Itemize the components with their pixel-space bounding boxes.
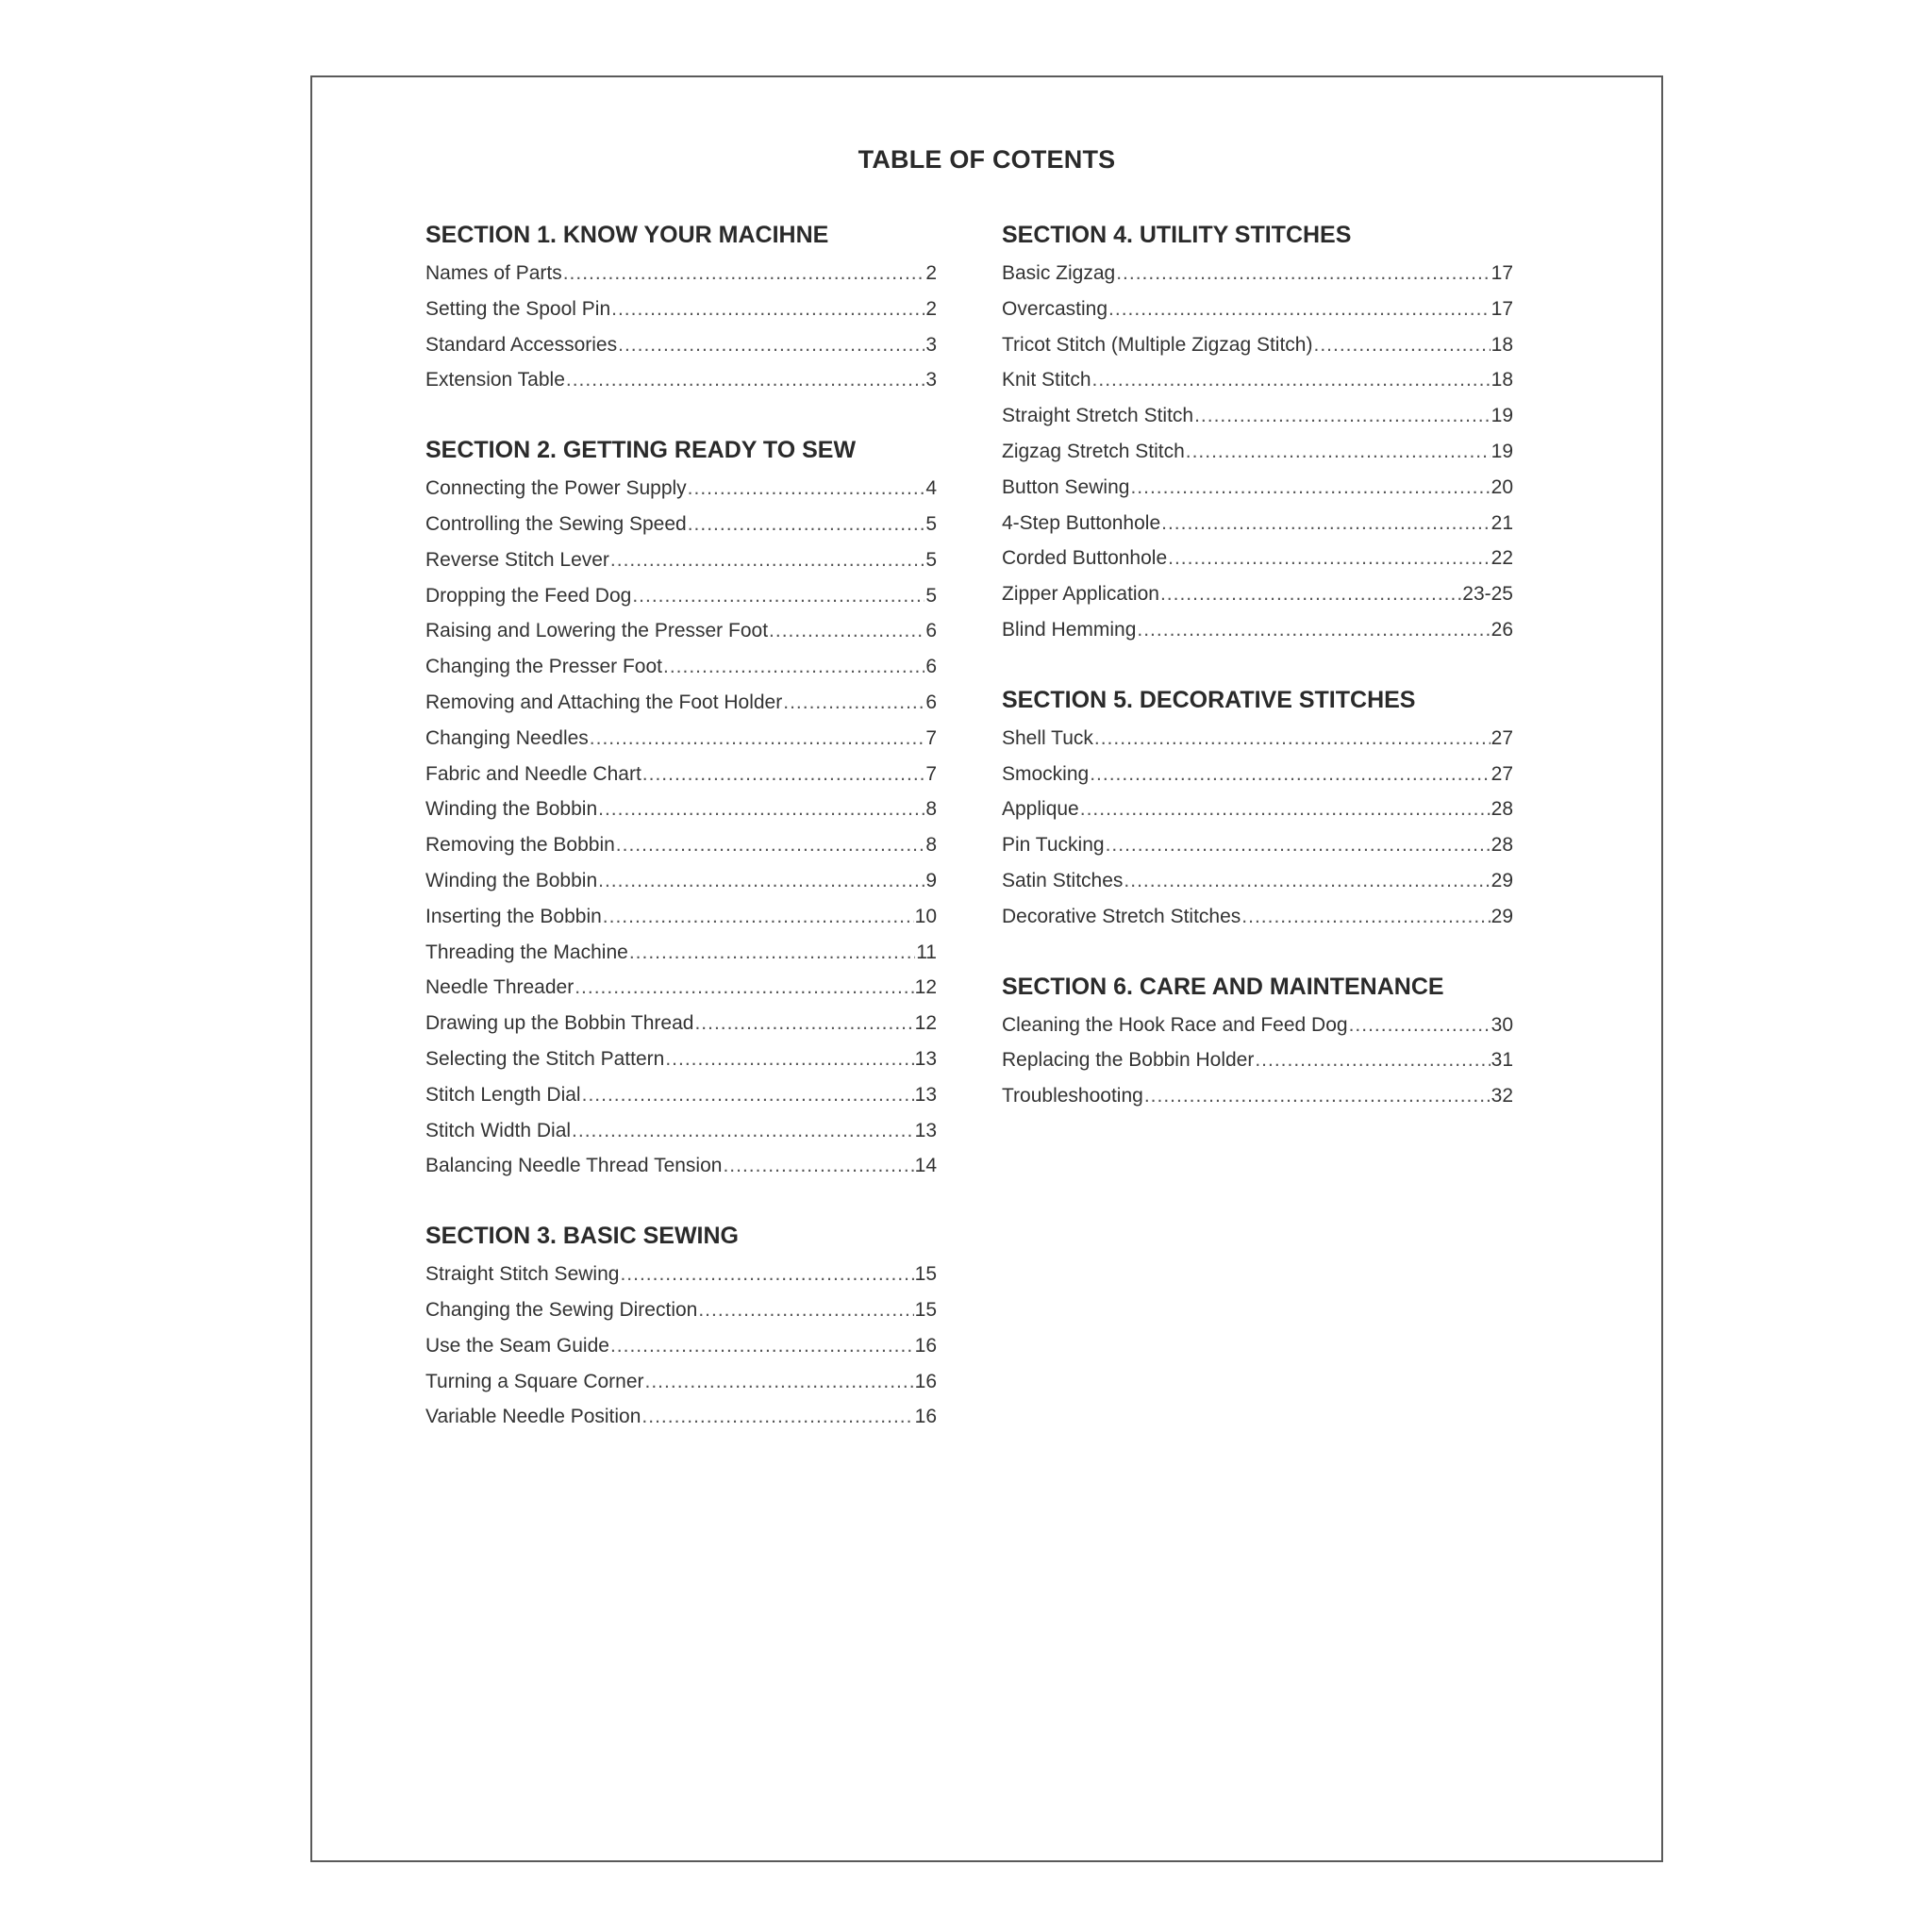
toc-entry[interactable] — [425, 362, 937, 398]
entry-page-number: 7 — [925, 762, 937, 785]
entry-page-number: 6 — [925, 656, 937, 678]
entry-page-number: 19 — [1491, 440, 1513, 462]
entry-label: Blind Hemming — [1002, 618, 1137, 641]
dot-leader — [1313, 327, 1490, 363]
dot-leader — [610, 1328, 914, 1364]
toc-entry[interactable] — [425, 1399, 937, 1435]
dot-leader — [1241, 899, 1490, 935]
entry-label: Zipper Application — [1002, 583, 1159, 606]
toc-left-column — [425, 217, 937, 1469]
entry-label: Smocking — [1002, 762, 1090, 785]
toc-entry[interactable] — [425, 863, 937, 899]
entry-label: 4-Step Buttonhole — [1002, 511, 1161, 534]
entry-label: Changing the Sewing Direction — [425, 1298, 698, 1321]
toc-entry[interactable] — [1002, 362, 1513, 398]
dot-leader — [1130, 470, 1490, 506]
dot-leader — [620, 1257, 913, 1292]
toc-entry[interactable] — [425, 827, 937, 863]
entry-label: Overcasting — [1002, 297, 1108, 320]
toc-entry[interactable] — [425, 256, 937, 291]
entry-page-number: 11 — [916, 941, 937, 963]
entry-label: Use the Seam Guide — [425, 1334, 609, 1357]
entry-page-number: 9 — [925, 869, 937, 891]
dot-leader — [1255, 1042, 1490, 1078]
dot-leader — [566, 362, 924, 398]
entry-page-number: 12 — [914, 1012, 937, 1035]
toc-section — [1002, 969, 1513, 1114]
entry-label: Troubleshooting — [1002, 1085, 1143, 1108]
entry-label: Changing Needles — [425, 726, 589, 749]
entry-label: Names of Parts — [425, 262, 562, 284]
section-heading: SECTION 3. BASIC SEWING — [425, 1223, 739, 1250]
entry-page-number: 15 — [914, 1263, 937, 1286]
toc-entry[interactable] — [425, 935, 937, 971]
toc-entry[interactable] — [1002, 1078, 1513, 1114]
entry-label: Tricot Stitch (Multiple Zigzag Stitch) — [1002, 333, 1313, 356]
toc-entry[interactable] — [1002, 721, 1513, 757]
section-heading: SECTION 4. UTILITY STITCHES — [1002, 222, 1352, 248]
toc-entry[interactable] — [425, 649, 937, 685]
entry-label: Raising and Lowering the Presser Foot — [425, 620, 769, 642]
entry-page-number: 7 — [925, 726, 937, 749]
dot-leader — [590, 721, 925, 757]
dot-leader — [769, 613, 924, 649]
entry-page-number: 26 — [1491, 618, 1513, 641]
dot-leader — [598, 791, 924, 827]
entry-page-number: 17 — [1491, 262, 1513, 284]
toc-entry[interactable] — [1002, 506, 1513, 541]
toc-entry[interactable] — [1002, 863, 1513, 899]
entry-label: Fabric and Needle Chart — [425, 762, 641, 785]
dot-leader — [610, 542, 924, 578]
toc-entry[interactable] — [1002, 291, 1513, 327]
toc-entry[interactable] — [1002, 327, 1513, 363]
entry-page-number: 28 — [1491, 798, 1513, 821]
entry-label: Knit Stitch — [1002, 369, 1091, 391]
toc-entry[interactable] — [425, 613, 937, 649]
toc-entry[interactable] — [425, 471, 937, 507]
dot-leader — [618, 327, 924, 363]
toc-entry[interactable] — [1002, 612, 1513, 648]
dot-leader — [665, 1041, 913, 1077]
entry-page-number: 10 — [914, 905, 937, 927]
dot-leader — [616, 827, 925, 863]
dot-leader — [1168, 541, 1491, 576]
dot-leader — [1160, 576, 1461, 612]
toc-entry[interactable] — [1002, 398, 1513, 434]
section-heading: SECTION 5. DECORATIVE STITCHES — [1002, 686, 1416, 713]
dot-leader — [1194, 398, 1491, 434]
toc-entry[interactable] — [425, 327, 937, 363]
dot-leader — [1161, 506, 1491, 541]
entry-label: Button Sewing — [1002, 475, 1130, 498]
entry-label: Dropping the Feed Dog — [425, 584, 632, 607]
dot-leader — [1116, 256, 1490, 291]
entry-label: Variable Needle Position — [425, 1406, 641, 1428]
entry-label: Zigzag Stretch Stitch — [1002, 440, 1185, 462]
entry-page-number: 22 — [1491, 547, 1513, 570]
dot-leader — [1090, 757, 1490, 792]
toc-entry[interactable] — [425, 970, 937, 1006]
dot-leader — [611, 291, 924, 327]
entry-label: Turning a Square Corner — [425, 1370, 644, 1392]
entry-page-number: 13 — [914, 1083, 937, 1106]
dot-leader — [1144, 1078, 1491, 1114]
dot-leader — [663, 649, 924, 685]
dot-leader — [1080, 791, 1491, 827]
toc-entry[interactable] — [1002, 434, 1513, 470]
entry-label: Cleaning the Hook Race and Feed Dog — [1002, 1013, 1348, 1036]
entry-label: Selecting the Stitch Pattern — [425, 1047, 665, 1070]
entry-page-number: 2 — [925, 297, 937, 320]
entry-label: Straight Stretch Stitch — [1002, 405, 1194, 427]
entry-label: Threading the Machine — [425, 941, 628, 963]
entry-label: Removing the Bobbin — [425, 834, 615, 857]
entry-page-number: 32 — [1491, 1085, 1513, 1108]
section-heading: SECTION 6. CARE AND MAINTENANCE — [1002, 973, 1444, 1000]
entry-page-number: 21 — [1491, 511, 1513, 534]
entry-label: Drawing up the Bobbin Thread — [425, 1012, 694, 1035]
entry-page-number: 18 — [1491, 369, 1513, 391]
toc-entry[interactable] — [425, 1041, 937, 1077]
entry-page-number: 15 — [914, 1298, 937, 1321]
entry-page-number: 4 — [925, 477, 937, 500]
dot-leader — [698, 1292, 913, 1328]
toc-entry[interactable] — [425, 899, 937, 935]
entry-page-number: 3 — [925, 333, 937, 356]
dot-leader — [641, 1399, 913, 1435]
toc-entry[interactable] — [425, 291, 937, 327]
toc-section — [425, 1218, 937, 1435]
dot-leader — [1092, 362, 1491, 398]
toc-entry[interactable] — [425, 721, 937, 757]
entry-label: Satin Stitches — [1002, 869, 1124, 891]
entry-page-number: 16 — [914, 1406, 937, 1428]
dot-leader — [688, 471, 925, 507]
entry-label: Controlling the Sewing Speed — [425, 512, 687, 535]
entry-page-number: 20 — [1491, 475, 1513, 498]
entry-page-number: 29 — [1491, 905, 1513, 927]
entry-page-number: 19 — [1491, 405, 1513, 427]
entry-page-number: 2 — [925, 262, 937, 284]
toc-section — [425, 217, 937, 398]
entry-label: Balancing Needle Thread Tension — [425, 1155, 723, 1177]
entry-label: Straight Stitch Sewing — [425, 1263, 620, 1286]
toc-entry[interactable] — [1002, 899, 1513, 935]
toc-entry[interactable] — [1002, 827, 1513, 863]
toc-entry[interactable] — [425, 791, 937, 827]
entry-page-number: 5 — [925, 584, 937, 607]
toc-entry[interactable] — [1002, 757, 1513, 792]
entry-page-number: 31 — [1491, 1049, 1513, 1072]
entry-page-number: 13 — [914, 1047, 937, 1070]
entry-label: Decorative Stretch Stitches — [1002, 905, 1241, 927]
dot-leader — [1186, 434, 1491, 470]
toc-entry[interactable] — [425, 1077, 937, 1113]
entry-label: Connecting the Power Supply — [425, 477, 687, 500]
entry-label: Standard Accessories — [425, 333, 618, 356]
toc-entry[interactable] — [1002, 256, 1513, 291]
entry-label: Inserting the Bobbin — [425, 905, 602, 927]
entry-label: Needle Threader — [425, 976, 575, 999]
page-title: TABLE OF COTENTS — [858, 145, 1116, 174]
toc-entry[interactable] — [425, 1328, 937, 1364]
toc-section — [1002, 217, 1513, 648]
toc-entry[interactable] — [425, 1148, 937, 1184]
entry-page-number: 13 — [914, 1119, 937, 1141]
toc-entry[interactable] — [425, 1113, 937, 1149]
dot-leader — [1106, 827, 1491, 863]
entry-label: Changing the Presser Foot — [425, 656, 662, 678]
entry-label: Reverse Stitch Lever — [425, 548, 609, 571]
entry-label: Stitch Length Dial — [425, 1083, 581, 1106]
entry-page-number: 5 — [925, 548, 937, 571]
toc-entry[interactable] — [1002, 791, 1513, 827]
entry-label: Winding the Bobbin — [425, 798, 598, 821]
document-page — [310, 75, 1663, 1862]
toc-section — [1002, 682, 1513, 935]
entry-label: Stitch Width Dial — [425, 1119, 572, 1141]
section-heading: SECTION 1. KNOW YOUR MACIHNE — [425, 222, 829, 248]
entry-label: Extension Table — [425, 369, 565, 391]
entry-page-number: 16 — [914, 1334, 937, 1357]
toc-entry[interactable] — [1002, 1008, 1513, 1043]
dot-leader — [723, 1148, 913, 1184]
entry-page-number: 5 — [925, 512, 937, 535]
entry-label: Basic Zigzag — [1002, 262, 1116, 284]
toc-right-column — [1002, 217, 1513, 1148]
entry-page-number: 12 — [914, 976, 937, 999]
dot-leader — [629, 935, 915, 971]
entry-page-number: 27 — [1491, 762, 1513, 785]
entry-label: Pin Tucking — [1002, 834, 1105, 857]
dot-leader — [572, 1113, 914, 1149]
entry-page-number: 14 — [914, 1155, 937, 1177]
toc-entry[interactable] — [1002, 576, 1513, 612]
toc-entry[interactable] — [1002, 470, 1513, 506]
dot-leader — [783, 685, 924, 721]
dot-leader — [1137, 612, 1490, 648]
entry-label: Setting the Spool Pin — [425, 297, 611, 320]
dot-leader — [1094, 721, 1491, 757]
entry-page-number: 8 — [925, 834, 937, 857]
dot-leader — [694, 1006, 913, 1041]
toc-entry[interactable] — [1002, 1042, 1513, 1078]
toc-entry[interactable] — [1002, 541, 1513, 576]
dot-leader — [642, 757, 925, 792]
toc-entry[interactable] — [425, 685, 937, 721]
dot-leader — [598, 863, 924, 899]
toc-entry[interactable] — [425, 507, 937, 542]
entry-page-number: 16 — [914, 1370, 937, 1392]
entry-label: Winding the Bobbin — [425, 869, 598, 891]
toc-entry[interactable] — [425, 1006, 937, 1041]
dot-leader — [1349, 1008, 1491, 1043]
entry-label: Removing and Attaching the Foot Holder — [425, 691, 783, 713]
entry-page-number: 28 — [1491, 834, 1513, 857]
toc-entry[interactable] — [425, 1364, 937, 1400]
toc-entry[interactable] — [425, 1257, 937, 1292]
toc-entry[interactable] — [425, 757, 937, 792]
entry-page-number: 6 — [925, 691, 937, 713]
toc-entry[interactable] — [425, 1292, 937, 1328]
entry-label: Shell Tuck — [1002, 726, 1093, 749]
dot-leader — [582, 1077, 914, 1113]
section-heading: SECTION 2. GETTING READY TO SEW — [425, 437, 857, 464]
entry-page-number: 27 — [1491, 726, 1513, 749]
dot-leader — [632, 578, 924, 614]
entry-label: Applique — [1002, 798, 1079, 821]
entry-page-number: 17 — [1491, 297, 1513, 320]
entry-label: Replacing the Bobbin Holder — [1002, 1049, 1255, 1072]
dot-leader — [563, 256, 925, 291]
dot-leader — [688, 507, 925, 542]
dot-leader — [1124, 863, 1490, 899]
entry-page-number: 6 — [925, 620, 937, 642]
toc-entry[interactable] — [425, 542, 937, 578]
dot-leader — [645, 1364, 914, 1400]
entry-page-number: 23-25 — [1462, 583, 1513, 606]
entry-page-number: 8 — [925, 798, 937, 821]
entry-page-number: 3 — [925, 369, 937, 391]
dot-leader — [1108, 291, 1491, 327]
dot-leader — [575, 970, 913, 1006]
entry-label: Corded Buttonhole — [1002, 547, 1168, 570]
toc-entry[interactable] — [425, 578, 937, 614]
entry-page-number: 18 — [1491, 333, 1513, 356]
toc-section — [425, 432, 937, 1184]
dot-leader — [603, 899, 914, 935]
entry-page-number: 29 — [1491, 869, 1513, 891]
entry-page-number: 30 — [1491, 1013, 1513, 1036]
